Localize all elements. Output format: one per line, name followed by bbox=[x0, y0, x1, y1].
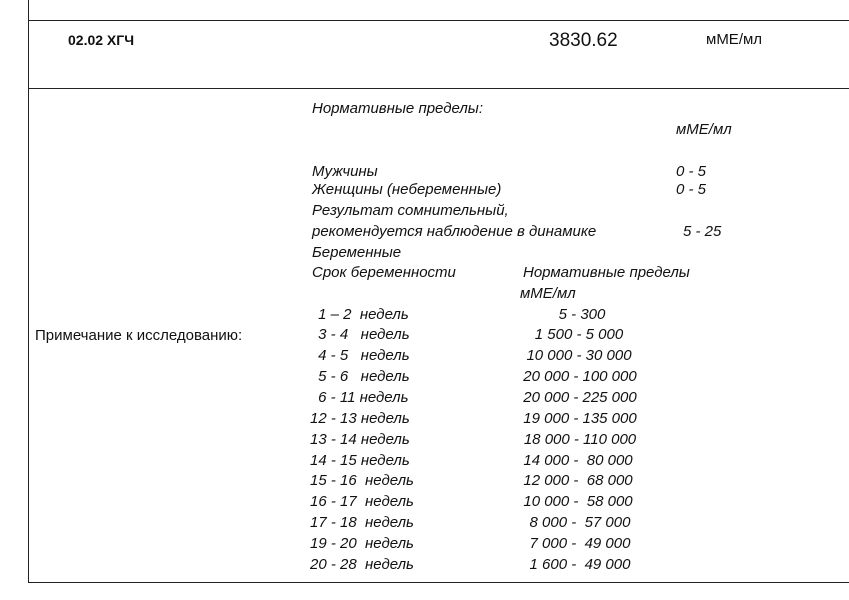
note-label: Примечание к исследованию: bbox=[35, 327, 243, 344]
pregnancy-term: 4 - 5 недель bbox=[314, 347, 410, 364]
pregnancy-term: 14 - 15 недель bbox=[310, 452, 410, 469]
reference-title: Нормативные пределы: bbox=[312, 100, 484, 117]
pregnancy-range: 5 - 300 bbox=[558, 306, 606, 323]
pregnancy-term: 17 - 18 недель bbox=[310, 514, 414, 531]
pregnancy-range: 8 000 - 57 000 bbox=[529, 514, 631, 531]
pregnancy-range: 18 000 - 110 000 bbox=[523, 431, 637, 448]
general-range: 0 - 5 bbox=[676, 181, 707, 198]
pregnancy-range: 10 000 - 30 000 bbox=[526, 347, 632, 364]
pregnancy-term-header: Срок беременности bbox=[312, 264, 456, 281]
pregnancy-range: 12 000 - 68 000 bbox=[523, 472, 633, 489]
pregnancy-term: 20 - 28 недель bbox=[310, 556, 414, 573]
general-label: Мужчины bbox=[312, 163, 378, 180]
reference-unit-header: мМЕ/мл bbox=[676, 121, 732, 138]
pregnant-label: Беременные bbox=[312, 244, 402, 261]
test-unit: мМЕ/мл bbox=[706, 31, 763, 48]
row-divider-note bbox=[28, 88, 849, 89]
pregnancy-range: 20 000 - 100 000 bbox=[523, 368, 637, 385]
pregnancy-range: 1 600 - 49 000 bbox=[529, 556, 631, 573]
pregnancy-term: 19 - 20 недель bbox=[310, 535, 414, 552]
pregnancy-range: 7 000 - 49 000 bbox=[529, 535, 631, 552]
general-range: 0 - 5 bbox=[676, 163, 707, 180]
pregnancy-term: 16 - 17 недель bbox=[310, 493, 414, 510]
pregnancy-term: 13 - 14 недель bbox=[310, 431, 410, 448]
pregnancy-term: 15 - 16 недель bbox=[310, 472, 414, 489]
pregnancy-term: 6 - 11 недель bbox=[314, 389, 409, 406]
test-code: 02.02 ХГЧ bbox=[68, 32, 135, 48]
general-label: Результат сомнительный, bbox=[312, 202, 509, 219]
pregnancy-term: 5 - 6 недель bbox=[314, 368, 410, 385]
general-range: 5 - 25 bbox=[683, 223, 722, 240]
row-divider-top bbox=[28, 20, 849, 21]
pregnancy-term: 1 – 2 недель bbox=[314, 306, 409, 323]
pregnancy-term: 3 - 4 недель bbox=[314, 326, 410, 343]
pregnancy-range: 19 000 - 135 000 bbox=[523, 410, 637, 427]
pregnancy-range: 20 000 - 225 000 bbox=[523, 389, 637, 406]
pregnancy-unit-header: мМЕ/мл bbox=[520, 285, 576, 302]
test-value: 3830.62 bbox=[549, 30, 618, 51]
general-label: рекомендуется наблюдение в динамике bbox=[312, 223, 597, 240]
pregnancy-range: 14 000 - 80 000 bbox=[523, 452, 633, 469]
general-label: Женщины (небеременные) bbox=[312, 181, 502, 198]
pregnancy-range: 10 000 - 58 000 bbox=[523, 493, 633, 510]
pregnancy-range-header: Нормативные пределы bbox=[523, 264, 690, 281]
pregnancy-term: 12 - 13 недель bbox=[310, 410, 410, 427]
pregnancy-range: 1 500 - 5 000 bbox=[534, 326, 624, 343]
